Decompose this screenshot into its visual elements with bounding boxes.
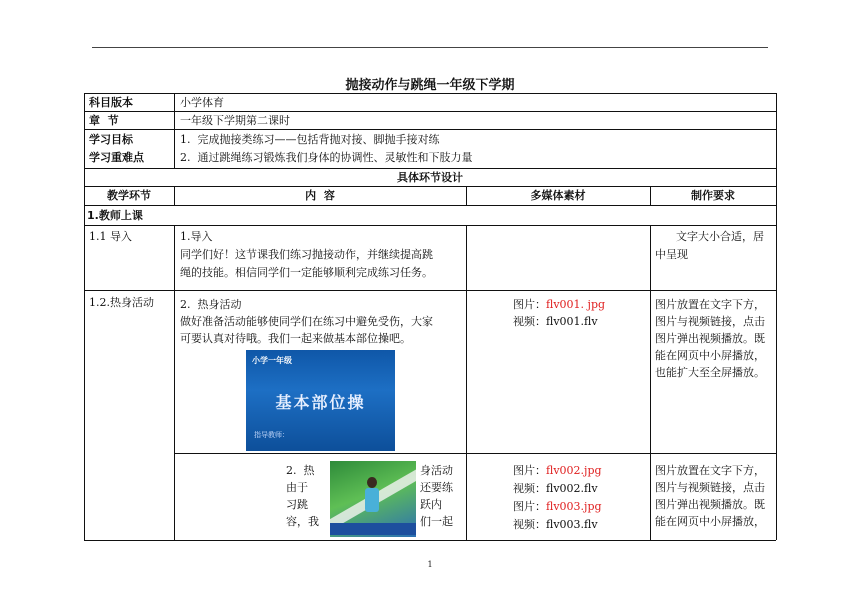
col-header-stage: 教学环节: [107, 189, 151, 202]
col-header-content: 内 容: [305, 189, 335, 202]
thumbnail-top-text: 小学一年级: [252, 356, 292, 365]
row1-requirement-line: 文字大小合适，居: [676, 230, 764, 243]
row1-content-title: 1.导入: [180, 230, 213, 243]
goal-label: 学习目标: [89, 133, 133, 146]
row1-content-line: 同学们好！这节课我们练习抛接动作，并继续提高跳: [180, 248, 433, 261]
row2-requirement-line: 图片放置在文字下方，: [655, 298, 765, 311]
media-label: 视频：: [513, 315, 546, 328]
col-header-media: 多媒体素材: [530, 189, 586, 202]
goal-item-1: 1. 完成抛接类练习——包括背抛对接、脚抛手接对练: [180, 133, 440, 146]
media-image-file[interactable]: flv001. jpg: [546, 298, 606, 311]
media-label: 视频：: [513, 482, 546, 495]
row2-stage: 1.2.热身活动: [89, 296, 154, 309]
row2-requirement-line: 图片弹出视频播放。既: [655, 332, 765, 345]
video-thumbnail-jump-rope[interactable]: [330, 461, 416, 537]
media-video-file[interactable]: flv001.flv: [546, 315, 598, 328]
row3-left-text: 习跳: [286, 498, 308, 511]
col-header-requirements: 制作要求: [691, 189, 735, 202]
document-title: 抛接动作与跳绳一年级下学期: [345, 78, 515, 93]
media-label: 图片：: [513, 464, 546, 477]
thumbnail-sub-text: 指导教师：: [254, 431, 289, 439]
subject-label: 科目版本: [89, 96, 133, 109]
media-image-file[interactable]: flv003.jpg: [546, 500, 602, 513]
row2-requirement-line: 图片与视频链接，点击: [655, 315, 765, 328]
row3-media-video: [513, 516, 598, 533]
thumbnail-main-text: 基本部位操: [275, 393, 366, 412]
row1-content-line: 绳的技能。相信同学们一定能够顺利完成练习任务。: [180, 266, 433, 279]
row3-right-text: 还要练: [420, 481, 453, 494]
row3-right-text: 身活动: [420, 464, 453, 477]
media-video-file[interactable]: flv003.flv: [546, 518, 598, 531]
media-label: 图片：: [513, 298, 546, 311]
row3-left-text: 由于: [286, 481, 308, 494]
row3-requirement-line: 图片弹出视频播放。既: [655, 498, 765, 511]
section-title: 1.教师上课: [87, 209, 143, 222]
media-video-file[interactable]: flv002.flv: [546, 482, 598, 495]
row3-media-video: [513, 480, 598, 497]
row2-content-title: 2. 热身活动: [180, 298, 242, 311]
thumbnail-caption-bar: [330, 523, 416, 535]
person-figure: [364, 477, 380, 521]
row3-right-text: 们一起: [420, 515, 453, 528]
row3-right-text: 跃内: [420, 498, 442, 511]
row3-media-image: [513, 462, 602, 479]
row3-requirement-line: 能在网页中小屏播放，: [655, 515, 765, 528]
row2-requirement-line: 能在网页中小屏播放，: [655, 349, 765, 362]
chapter-value: 一年级下学期第二课时: [180, 114, 290, 127]
row2-content-line: 做好准备活动能够使同学们在练习中避免受伤，大家: [180, 315, 433, 328]
media-image-file[interactable]: flv002.jpg: [546, 464, 602, 477]
row3-media-image: [513, 498, 602, 515]
subject-value: 小学体育: [180, 96, 224, 109]
row2-media-image: [513, 296, 605, 313]
chapter-label: 章 节: [89, 114, 119, 127]
design-header: 具体环节设计: [397, 171, 463, 184]
row3-left-text: 容，我: [286, 515, 319, 528]
row3-left-text: 2. 热: [286, 464, 315, 477]
goal-item-2: 2. 通过跳绳练习锻炼我们身体的协调性、灵敏性和下肢力量: [180, 151, 473, 164]
row2-requirement-line: 也能扩大至全屏播放。: [655, 366, 765, 379]
page-number: 1: [427, 560, 433, 569]
row3-requirement-line: 图片与视频链接，点击: [655, 481, 765, 494]
key-label: 学习重难点: [89, 151, 144, 164]
row2-content-line: 可要认真对待哦。我们一起来做基本部位操吧。: [180, 332, 411, 345]
row1-requirement-line: 中呈现: [655, 248, 688, 261]
row1-stage: 1.1 导入: [89, 230, 132, 243]
row2-media-video: [513, 313, 598, 330]
row3-requirement-line: 图片放置在文字下方，: [655, 464, 765, 477]
media-label: 图片：: [513, 500, 546, 513]
header-rule: [92, 47, 768, 48]
video-thumbnail-basic-exercise[interactable]: [246, 350, 395, 451]
media-label: 视频：: [513, 518, 546, 531]
